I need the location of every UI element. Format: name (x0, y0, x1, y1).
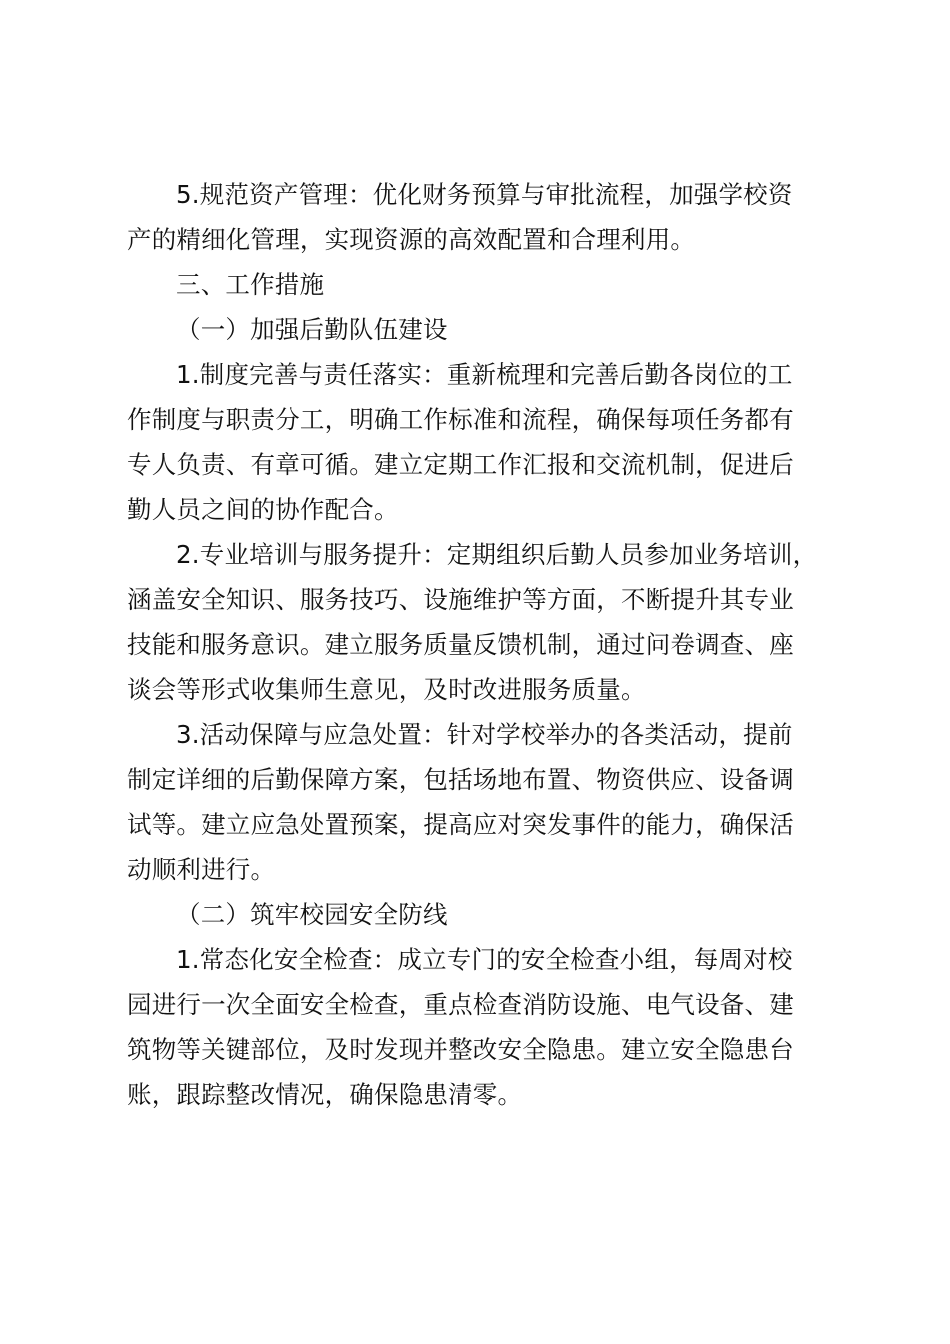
text-line: 账，跟踪整改情况，确保隐患清零。 (127, 1080, 523, 1109)
text-line: 涵盖安全知识、服务技巧、设施维护等方面，不断提升其专业 (127, 585, 794, 614)
text-line: 5.规范资产管理：优化财务预算与审批流程，加强学校资 (176, 180, 793, 209)
paragraph-activity-emergency (127, 712, 835, 892)
document-body (127, 172, 835, 1117)
text-line: 2.专业培训与服务提升：定期组织后勤人员参加业务培训， (176, 540, 818, 569)
subheading-campus-safety (127, 892, 835, 937)
text-line: 试等。建立应急处置预案，提高应对突发事件的能力，确保活 (127, 810, 794, 839)
section-heading-work-measures (127, 262, 835, 307)
text-line: 勤人员之间的协作配合。 (127, 495, 399, 524)
text-line: 谈会等形式收集师生意见，及时改进服务质量。 (127, 675, 646, 704)
paragraph-training-service (127, 532, 835, 712)
subheading-logistics-team (127, 307, 835, 352)
text-line: 制定详细的后勤保障方案，包括场地布置、物资供应、设备调 (127, 765, 794, 794)
paragraph-safety-inspection (127, 937, 835, 1117)
paragraph-asset-management (127, 172, 835, 262)
text-line: 1.制度完善与责任落实：重新梳理和完善后勤各岗位的工 (176, 360, 793, 389)
text-line: 技能和服务意识。建立服务质量反馈机制，通过问卷调查、座 (127, 630, 794, 659)
text-line: 1.常态化安全检查：成立专门的安全检查小组，每周对校 (176, 945, 793, 974)
text-line: 作制度与职责分工，明确工作标准和流程，确保每项任务都有 (127, 405, 794, 434)
text-line: 专人负责、有章可循。建立定期工作汇报和交流机制，促进后 (127, 450, 794, 479)
text-line: 3.活动保障与应急处置：针对学校举办的各类活动，提前 (176, 720, 793, 749)
text-line: 园进行一次全面安全检查，重点检查消防设施、电气设备、建 (127, 990, 794, 1019)
text-line: 筑物等关键部位，及时发现并整改安全隐患。建立安全隐患台 (127, 1035, 794, 1064)
text-line: 动顺利进行。 (127, 855, 276, 884)
paragraph-system-responsibility (127, 352, 835, 532)
text-line: 三、工作措施 (176, 270, 325, 299)
text-line: 产的精细化管理，实现资源的高效配置和合理利用。 (127, 225, 696, 254)
text-line: （一）加强后勤队伍建设 (176, 315, 448, 344)
text-line: （二）筑牢校园安全防线 (176, 900, 448, 929)
